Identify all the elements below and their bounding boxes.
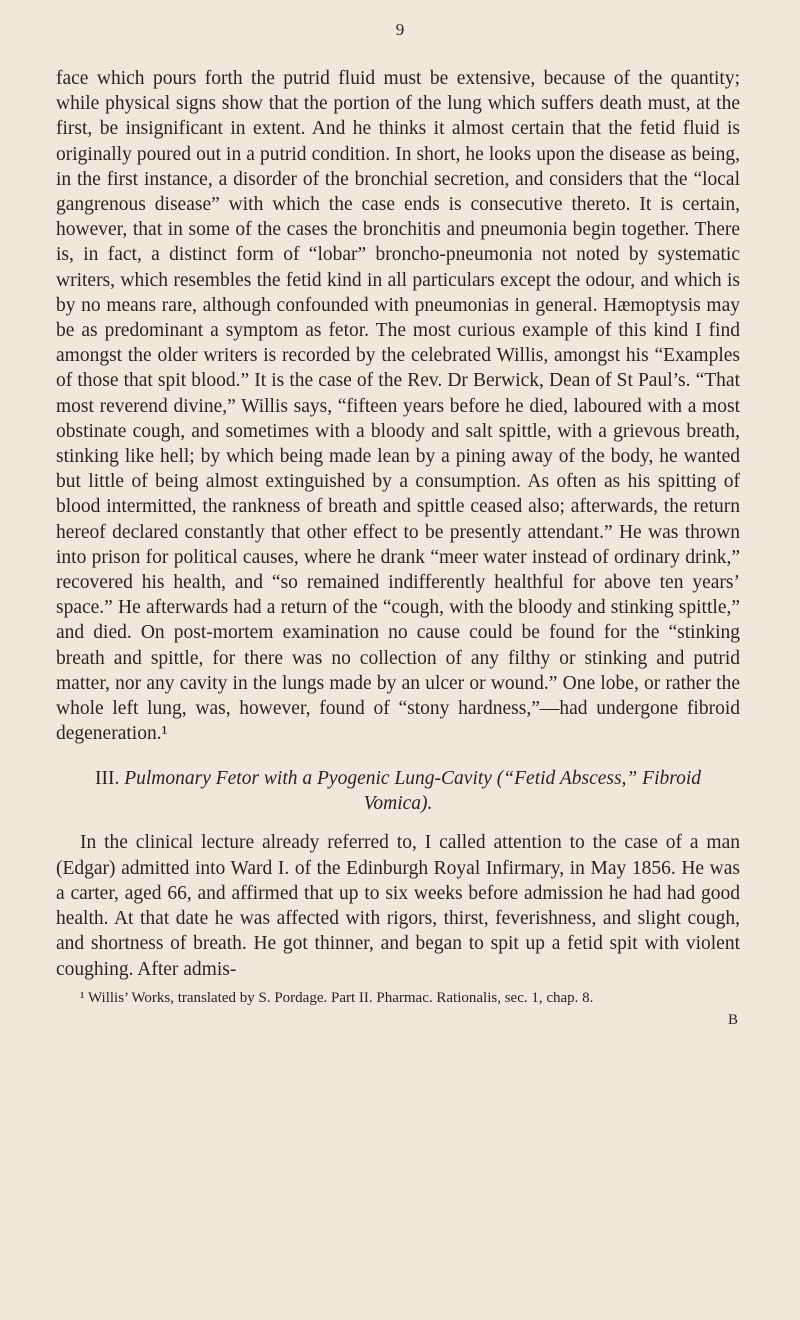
page-number: 9	[395, 20, 405, 39]
section-title: Pulmonary Fetor with a Pyogenic Lung-Cavity (“Fetid Abscess,” Fibroid Vomica).	[124, 768, 702, 815]
section-heading	[56, 766, 740, 816]
footnote: ¹ Willis’ Works, translated by S. Pordage. Part II. Pharmac. Rationalis, sec. 1, chap. 8.	[80, 989, 594, 1006]
section-number: III.	[94, 768, 120, 790]
signature-mark: B	[727, 1011, 738, 1028]
paragraph-1: face which pours forth the putrid fluid must be extensive, because of the quantity; while physical signs show that the portion of the lung which suffers death must, at the first, be insignificant in extent. And he thinks it almost certain that the fetid fluid is originally poured out in a putrid condition. In short, he looks upon the disease as being, in the first instance, a disorder of the bronchial secretion, and considers that the “local gangrenous disease” with which the case ends is consecutive thereto. It is certain, however, that in some of the cases the bronchitis and pneumonia begin together. There is, in fact, a distinct form of “lobar” broncho-pneumonia not noted by systematic writers, which resembles the fetid kind in all particulars except the odour, and which is by no means rare, although confounded with pneumonias in general. Hæmoptysis may be as predominant a symptom as fetor. The most curious example of this kind I find amongst the older writers is recorded by the celebrated Willis, amongst his “Examples of those that spit blood.” It is the case of the Rev. Dr Berwick, Dean of St Paul’s. “That most reverend divine,” Willis says, “fifteen years before he died, laboured with a most obstinate cough, and sometimes with a bloody and salt spittle, with a grievous breath, stinking like hell; by which being made lean by a pining away of the body, he wanted but little of being almost extinguished by a consumption. As often as his spitting of blood intermitted, the rankness of breath and spittle ceased also; afterwards, the return hereof declared constantly that other effect to be presently attendant.” He was thrown into prison for political causes, where he drank “meer water instead of ordinary drink,” recovered his health, and “so remained indifferently healthful for above ten years’ space.” He afterwards had a return of the “cough, with the bloody and stinking spittle,” and died. On post-mortem examination no cause could be found for the “stinking breath and spittle, for there was no collection of any filthy or stinking and putrid matter, nor any cavity in the lungs made by an ulcer or wound.” One lobe, or rather the whole left lung, was, however, found of “stony hardness,”—had undergone fibroid degeneration.¹	[56, 68, 740, 745]
page-body	[56, 66, 740, 1029]
paragraph-2: In the clinical lecture already referred to, I called attention to the case of a man (Edgar) admitted into Ward I. of the Edinburgh Royal Infirmary, in May 1856. He was a carter, aged 66, and affirmed that up to six weeks before admission he had had good health. At that date he was affected with rigors, thirst, feverishness, and slight cough, and shortness of breath. He got thinner, and began to spit up a fetid spit with violent coughing. After admis-	[56, 832, 740, 980]
